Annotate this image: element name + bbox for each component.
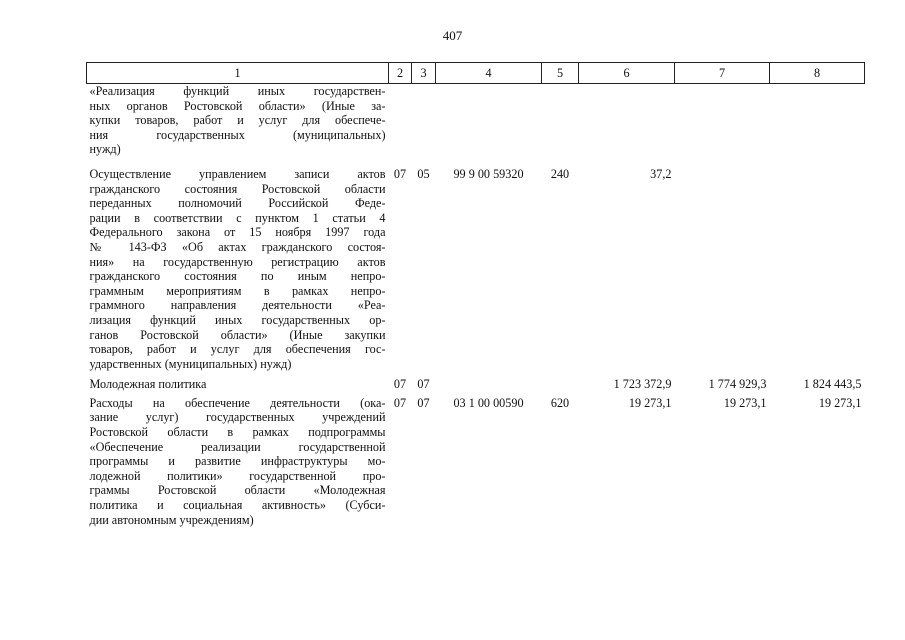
subsection-code-cell: 05 [417, 166, 430, 181]
description-line: ния государственных (муниципальных) [89, 127, 386, 142]
amount-year2-cell: 1 774 929,3 [708, 377, 767, 392]
description-line: лодежной политики» государственной про- [89, 468, 386, 483]
expense-type-cell: 240 [550, 166, 570, 181]
description-line: товаров, работ и услуг для обеспечения гос- [89, 342, 386, 357]
description-line: граммным мероприятиям в рамках непро- [89, 283, 386, 298]
section-code-cell: 07 [393, 377, 407, 392]
description-line: рации в соответствии с пунктом 1 статьи 4 [89, 210, 386, 225]
budget-table [86, 62, 865, 527]
amount-year1-cell: 19 273,1 [628, 395, 672, 410]
description-line: политика и социальная активность» (Субси- [89, 498, 386, 513]
description-line: гражданского состояния по иным непро- [89, 269, 386, 284]
target-article-cell: 03 1 00 00590 [453, 395, 524, 410]
description-line: лизация функций иных государственных ор- [89, 312, 386, 327]
description-line: граммного направления деятельности «Реа- [89, 298, 386, 313]
target-article-cell: 99 9 00 59320 [453, 166, 524, 181]
amount-year2-cell [675, 157, 770, 371]
row-description [87, 392, 389, 527]
amount-year3-cell: 19 273,1 [818, 395, 862, 410]
column-header: 5 [542, 63, 579, 84]
expense-type-cell: 620 [550, 395, 570, 410]
section-code-cell: 07 [393, 166, 407, 181]
description-line: Осуществление управлением записи актов [89, 166, 386, 181]
column-header: 6 [579, 63, 675, 84]
description-line: № 143-ФЗ «Об актах гражданского состоя- [89, 239, 386, 254]
table-row [87, 392, 865, 527]
description-line: ных органов Ростовской области» (Иные за- [89, 98, 386, 113]
subsection-code-cell [412, 84, 436, 157]
description-line: ганов Ростовской области» (Иные закупки [89, 327, 386, 342]
description-line: ударственных (муниципальных) нужд) [89, 356, 292, 371]
amount-year1-cell: 1 723 372,9 [613, 377, 672, 392]
description-line: переданных полномочий Российской Феде- [89, 196, 386, 211]
description-line: Федерального закона от 15 ноября 1997 года [89, 225, 386, 240]
description-line: ния» на государственную регистрацию актов [89, 254, 386, 269]
description-line: купки товаров, работ и услуг для обеспече- [89, 113, 386, 128]
amount-year1-cell [579, 84, 675, 157]
section-code-cell [389, 84, 412, 157]
expense-type-cell [542, 84, 579, 157]
amount-year3-cell: 1 824 443,5 [803, 377, 862, 392]
target-article-cell [436, 371, 542, 392]
description-line: зание услуг) государственных учреждений [89, 410, 386, 425]
subsection-code-cell: 07 [417, 395, 430, 410]
description-line: «Обеспечение реализации государственной [89, 439, 386, 454]
description-line: «Реализация функций иных государствен- [89, 84, 386, 98]
column-header: 4 [436, 63, 542, 84]
subsection-code-cell: 07 [417, 377, 430, 392]
description-line: Расходы на обеспечение деятельности (ока- [89, 395, 386, 410]
expense-type-cell [542, 371, 579, 392]
table-row [87, 157, 865, 371]
amount-year1-cell: 37,2 [650, 166, 672, 181]
header-row [87, 63, 865, 84]
description-line: граммы Ростовской области «Молодежная [89, 483, 386, 498]
page-number: 407 [442, 28, 463, 43]
amount-year2-cell [675, 84, 770, 157]
table-row [87, 84, 865, 157]
description-line: гражданского состояния Ростовской области [89, 181, 386, 196]
description-line: Ростовской области в рамках подпрограммы [89, 425, 386, 440]
column-header: 8 [770, 63, 865, 84]
amount-year2-cell: 19 273,1 [723, 395, 767, 410]
row-description [87, 157, 389, 371]
amount-year3-cell [770, 157, 865, 371]
column-header: 2 [389, 63, 412, 84]
row-description [87, 371, 389, 392]
section-code-cell: 07 [393, 395, 407, 410]
description-line: дии автономным учреждениям) [89, 512, 254, 527]
column-header: 7 [675, 63, 770, 84]
target-article-cell [436, 84, 542, 157]
amount-year3-cell [770, 84, 865, 157]
description-line: программы и развитие инфраструктуры мо- [89, 454, 386, 469]
description-line: Молодежная политика [89, 377, 207, 392]
row-description [87, 84, 389, 157]
column-header: 1 [87, 63, 389, 84]
table-row [87, 371, 865, 392]
column-header: 3 [412, 63, 436, 84]
description-line: нужд) [89, 142, 121, 157]
